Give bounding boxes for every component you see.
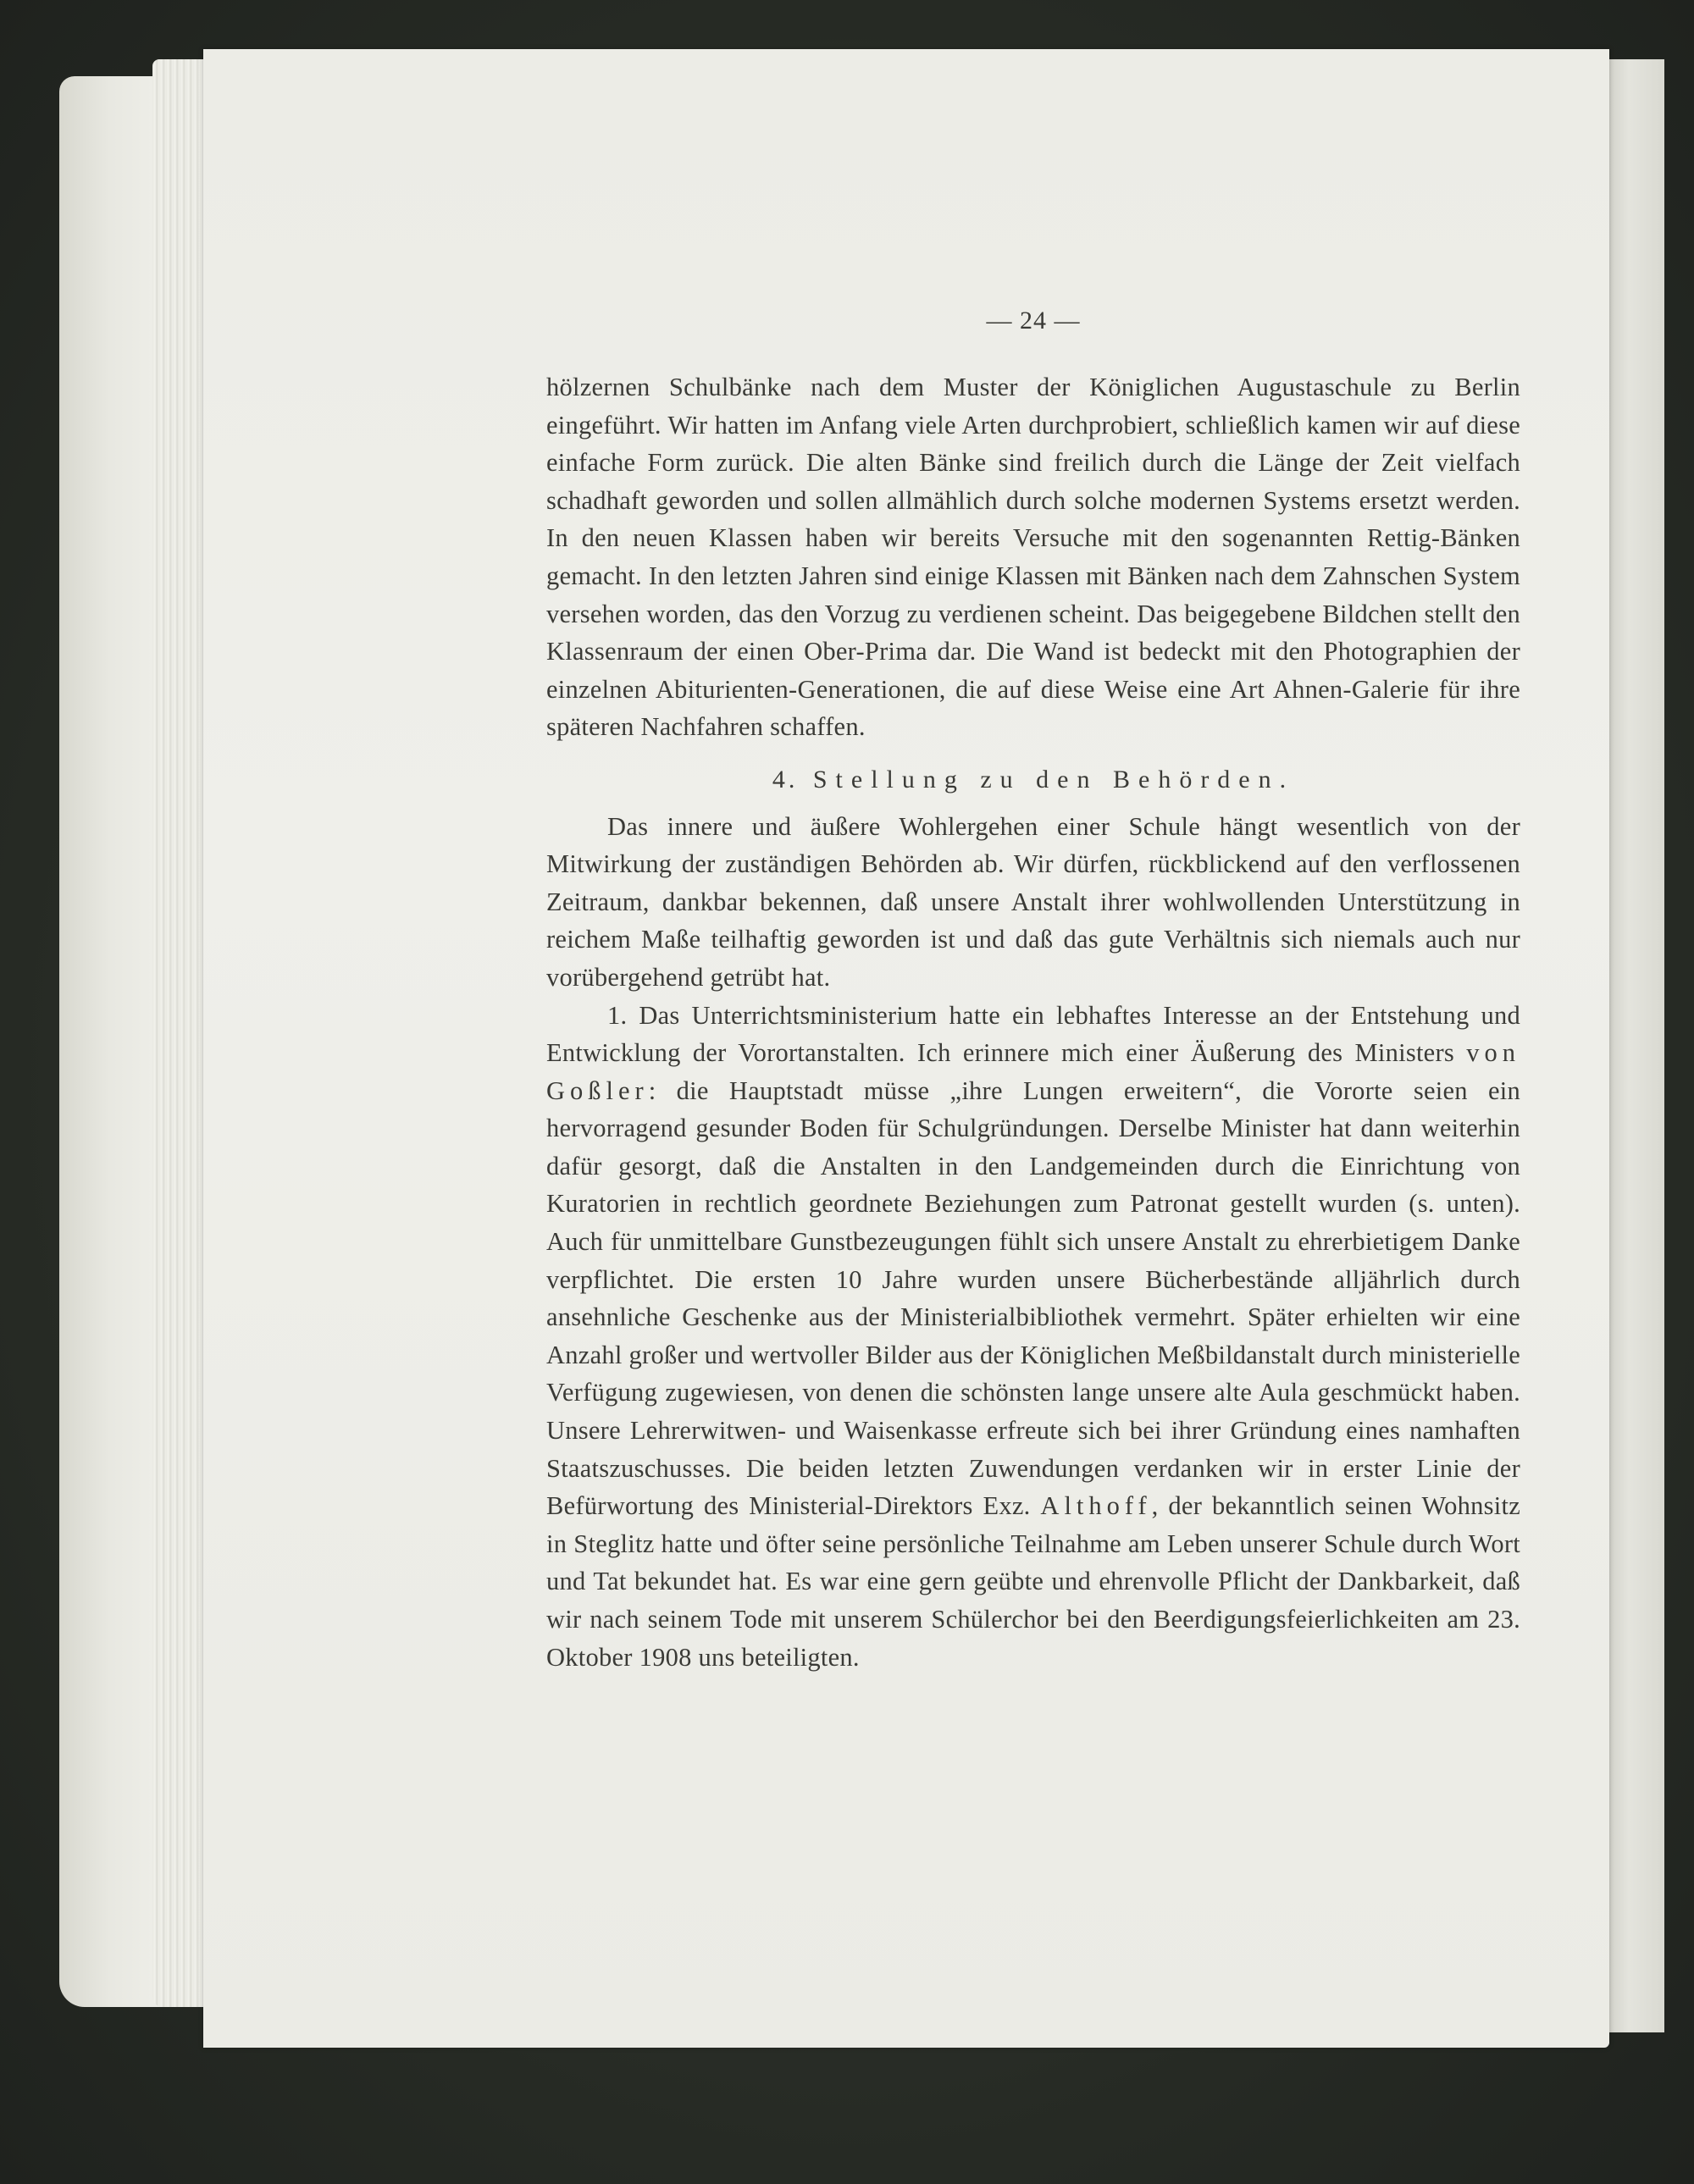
page-number: — 24 — bbox=[986, 307, 1081, 335]
right-page-edge bbox=[1605, 59, 1664, 2032]
paragraph-2: Das innere und äußere Wohlergehen einer Schule hängt wesentlich von der Mitwirkung der zuständigen Behörden ab. Wir dürfen, rückblickend auf den verflossenen Zeitraum, dankbar bekennen, daß unsere Anstalt ihrer wohlwollenden Unterstützung in reichem Maße teilhaftig geworden ist und daß das gute Verhältnis sich niemals auch nur vorübergehend getrübt hat. bbox=[546, 811, 1520, 992]
minister-name-gossler: von Goßler bbox=[546, 1038, 1520, 1105]
section-heading bbox=[546, 761, 1520, 799]
paragraph-3 bbox=[546, 997, 1520, 1677]
paragraph-3-part-3: , der bekanntlich seinen Wohnsitz in Steglitz hatte und öfter seine persönliche Teilnahme am Leben unserer Schule durch Wort und Tat bekundet hat. Es war eine gern geübte und ehrenvolle Pflicht der Dankbarkeit, daß wir nach seinem Tode mit unserem Schülerchor bei den Beerdigungsfeierlichkeiten am 23. Oktober 1908 uns beteiligten. bbox=[546, 1491, 1521, 1672]
paragraph-1: hölzernen Schulbänke nach dem Muster der Königlichen Augustaschule zu Berlin eingeführt. Wir hatten im Anfang viele Arten durchprobiert, schließlich kamen wir auf diese einfache Form zurück. Die alten Bänke sind freilich durch die Länge der Zeit vielfach schadhaft geworden und sollen allmählich durch solche modernen Systems ersetzt werden. In den neuen Klassen haben wir bereits Versuche mit den sogenannten Rettig-Bänken gemacht. In den letzten Jahren sind einige Klassen mit Bänken nach dem Zahnschen System versehen worden, das den Vorzug zu verdienen scheint. Das beigegebene Bildchen stellt den Klassenraum der einen Ober-Prima dar. Die Wand ist bedeckt mit den Photographien der einzelnen Abiturienten-Generationen, die auf diese Weise eine Art Ahnen-Galerie für ihre späteren Nachfahren schaffen. bbox=[546, 373, 1520, 742]
section-title: Stellung zu den Behörden. bbox=[812, 765, 1295, 793]
paragraph-3-part-1: 1. Das Unterrichtsministerium hatte ein lebhaftes Interesse an der Entstehung und Entwicklung der Vorortanstalten. Ich erinnere mich einer Äußerung des Ministers bbox=[546, 1000, 1520, 1068]
director-name-althoff: Althoff bbox=[1040, 1491, 1152, 1521]
section-number: 4. bbox=[772, 765, 799, 793]
paragraph-3-part-2: : die Hauptstadt müsse „ihre Lungen erweitern“, die Vororte seien ein hervorragend gesunder Boden für Schulgründungen. Derselbe Minister hat dann weiterhin dafür gesorgt, daß die Anstalten in den Landgemeinden durch die Einrichtung von Kuratorien in rechtlich geordnete Beziehungen zum Patronat gestellt wurden (s. unten). Auch für unmittelbare Gunstbezeugungen fühlt sich unsere Anstalt zu ehrerbietigem Danke verpflichtet. Die ersten 10 Jahre wurden unsere Bücherbestände alljährlich durch ansehnliche Geschenke aus der Ministerialbibliothek vermehrt. Später erhielten wir eine Anzahl großer und wertvoller Bilder aus der Königlichen Meßbildanstalt durch ministerielle Verfügung zugewiesen, von denen die schönsten lange unsere alte Aula geschmückt haben. Unsere Lehrerwitwen- und Waisenkasse erfreute sich bei ihrer Gründung eines namhaften Staatszuschusses. Die beiden letzten Zuwendungen verdanken wir in erster Linie der Befürwortung des Ministerial-Direktors Exz. bbox=[546, 1075, 1520, 1521]
text-column bbox=[546, 301, 1520, 1676]
